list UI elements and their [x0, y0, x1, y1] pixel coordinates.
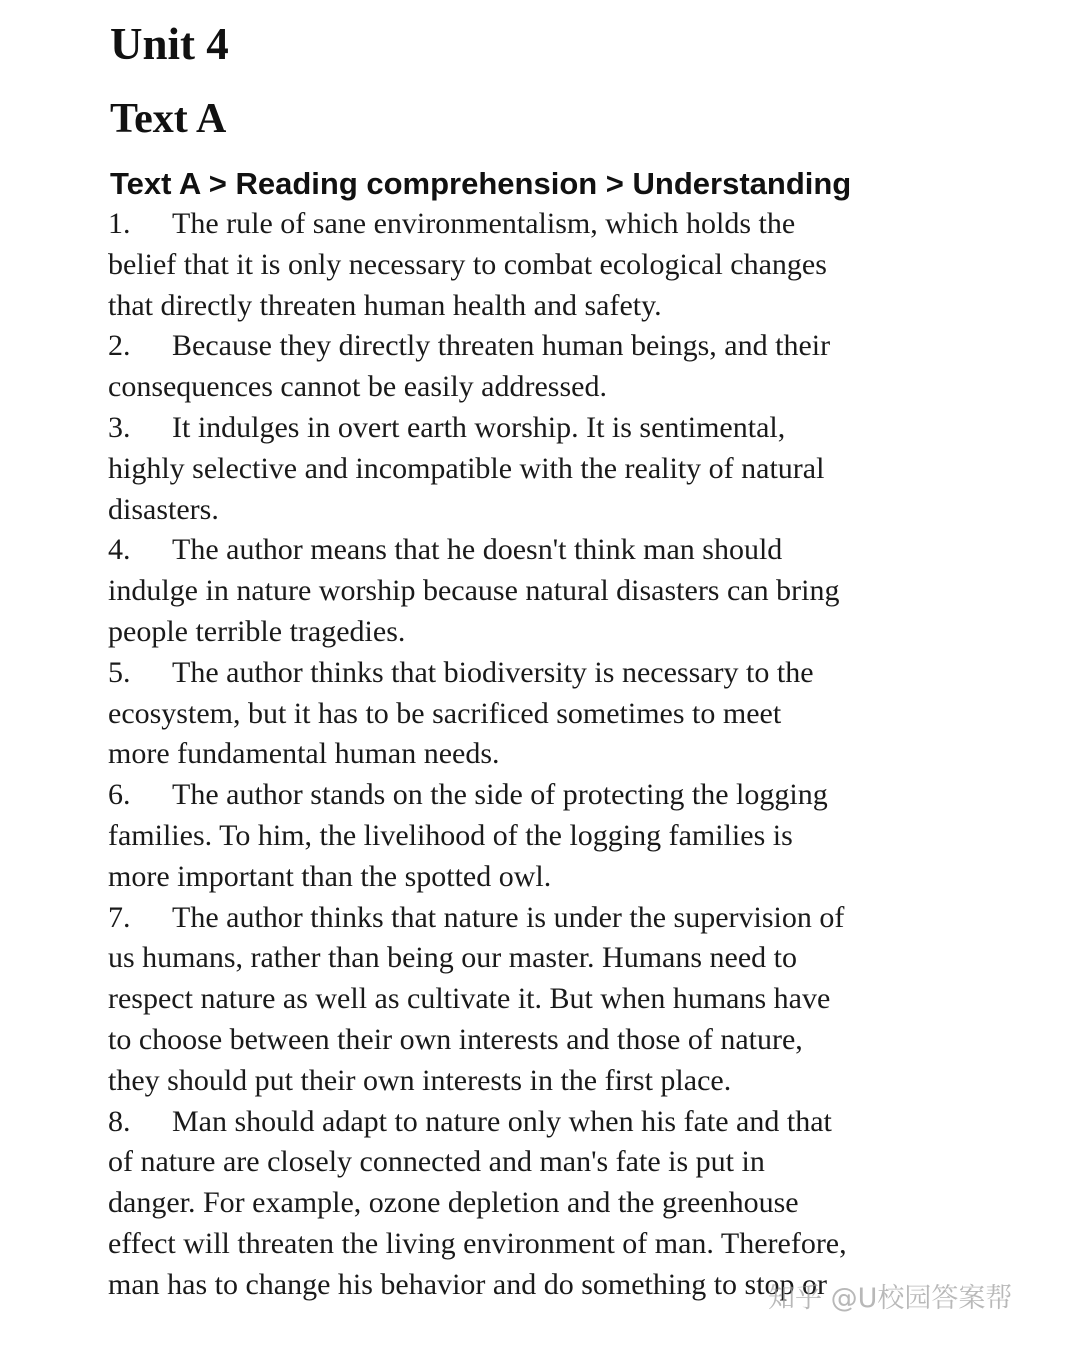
answer-line: The author thinks that nature is under the supervision of — [172, 900, 845, 934]
answer-list — [108, 204, 1008, 1306]
answer-item-2 — [108, 326, 1008, 408]
answer-line: disasters. — [108, 492, 219, 526]
answer-item-6 — [108, 775, 1008, 897]
answer-line: danger. For example, ozone depletion and the greenhouse — [108, 1186, 799, 1220]
answer-line: respect nature as well as cultivate it. But when humans have — [108, 982, 831, 1016]
answer-line: families. To him, the livelihood of the logging families is — [108, 818, 793, 852]
answer-line: that directly threaten human health and safety. — [108, 288, 662, 322]
zhihu-watermark: 知乎 @U校园答案帮 — [768, 1283, 1013, 1314]
answer-line: The author means that he doesn't think man should — [172, 533, 783, 567]
answer-item-5 — [108, 653, 1008, 775]
answer-number: 1. — [108, 207, 131, 240]
answer-item-8 — [108, 1102, 1008, 1306]
answer-line: people terrible tragedies. — [108, 614, 406, 648]
section-breadcrumb: Text A > Reading comprehension > Understanding — [110, 166, 852, 201]
answer-line: Because they directly threaten human beings, and their — [172, 329, 831, 363]
answer-line: consequences cannot be easily addressed. — [108, 370, 607, 404]
answer-line: The rule of sane environmentalism, which holds the — [172, 207, 796, 240]
answer-line: they should put their own interests in the first place. — [108, 1063, 732, 1097]
answer-number: 3. — [108, 410, 131, 444]
unit-title: Unit 4 — [110, 19, 229, 69]
answer-line: more fundamental human needs. — [108, 737, 500, 771]
answer-line: highly selective and incompatible with the reality of natural — [108, 451, 825, 485]
answer-item-1 — [108, 204, 1008, 326]
answer-line: The author stands on the side of protecting the logging — [172, 778, 828, 812]
answer-number: 7. — [108, 900, 131, 934]
answer-number: 4. — [108, 533, 131, 567]
answer-line: to choose between their own interests and those of nature, — [108, 1022, 803, 1056]
answer-item-7 — [108, 898, 1008, 1102]
answer-item-3 — [108, 408, 1008, 530]
answer-line: of nature are closely connected and man's fate is put in — [108, 1145, 765, 1179]
answer-item-4 — [108, 530, 1008, 652]
answer-line: The author thinks that biodiversity is necessary to the — [172, 655, 814, 689]
answer-line: It indulges in overt earth worship. It is sentimental, — [172, 410, 786, 444]
answer-number: 5. — [108, 655, 131, 689]
answer-line: man has to change his behavior and do something to stop or — [108, 1267, 828, 1301]
answer-line: Man should adapt to nature only when his fate and that — [172, 1104, 832, 1138]
answer-number: 8. — [108, 1104, 131, 1138]
answer-line: belief that it is only necessary to combat ecological changes — [108, 247, 827, 281]
answer-number: 2. — [108, 329, 131, 363]
answer-line: us humans, rather than being our master. Humans need to — [108, 941, 798, 975]
answer-number: 6. — [108, 778, 131, 812]
answer-line: indulge in nature worship because natural disasters can bring — [108, 574, 840, 608]
text-title: Text A — [110, 96, 227, 142]
answer-line: effect will threaten the living environment of man. Therefore, — [108, 1226, 847, 1260]
answer-line: more important than the spotted owl. — [108, 859, 552, 893]
answer-line: ecosystem, but it has to be sacrificed sometimes to meet — [108, 696, 782, 730]
